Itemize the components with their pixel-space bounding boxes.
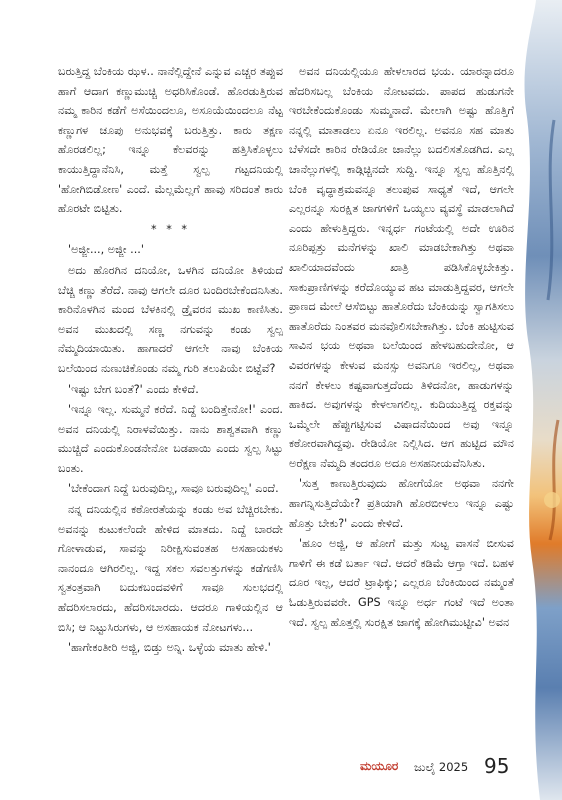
paragraph: 'ಅಜ್ಜೀ..., ಅಜ್ಜೀ ...' <box>68 243 144 257</box>
paragraph: ಅವನ ದನಿಯಲ್ಲಿಯೂ ಹೇಳಲಾರದ ಭಯ. ಯಾರನ್ನಾದರೂ ಹೆದರಿಸಬಲ್ಲ ಬೆಂಕಿಯ ನೋಟವದು. ಪಾಪದ ಹುಡುಗನೇ ಇರಬೇಕೆಂದುಕೊಂಡು ಸುಮ್ಮನಾದೆ. ಮೇಲಾಗಿ ಅಷ್ಟು ಹೊತ್ತಿಗೆ ನನ್ನಲ್ಲಿ ಮಾತಾಡಲು ಏನೂ ಇರಲಿಲ್ಲ. ಅವನೂ ಸಹ ಮಾತು ಬೆಳೆಸದೇ ಕಾರಿನ ರೇಡಿಯೋ ಚಾನೆಲ್ಲು ಬದಲಿಸತೊಡಗಿದ. ಎಲ್ಲ ಚಾನೆಲ್ಲುಗಳಲ್ಲಿ ಕಾಡ್ಗಿಚ್ಚಿನದೇ ಸುದ್ದಿ. ಇನ್ನೂ ಸ್ವಲ್ಪ ಹೊತ್ತಿನಲ್ಲಿ ಬೆಂಕಿ ವೃದ್ಧಾಶ್ರಮವನ್ನೂ ತಲುಪುವ ಸಾಧ್ಯತೆ ಇದೆ, ಆಗಲೇ ಎಲ್ಲರನ್ನೂ ಸುರಕ್ಷಿತ ಜಾಗಗಳಿಗೆ ಒಯ್ಯಲು ವ್ಯವಸ್ಥೆ ಮಾಡಲಾಗಿದೆ ಎಂದು ಹೇಳುತ್ತಿದ್ದರು. ಇನ್ನರ್ಧ ಗಂಟೆಯಲ್ಲಿ ಅದೇ ಊರಿನ ನೂರಿಪ್ಪತ್ತು ಮನೆಗಳನ್ನು ಖಾಲಿ ಮಾಡಬೇಕಾಗಿತ್ತು ಅಥವಾ ಖಾಲಿಯಾದವೆಂದು ಖಾತ್ರಿ ಪಡಿಸಿಕೊಳ್ಳಬೇಕಿತ್ತು. ಸಾಕುಪ್ರಾಣಿಗಳನ್ನು ಕರೆದೊಯ್ಯುವ ಹಟ ಮಾಡುತ್ತಿದ್ದವರ, ಆಗಲೇ ಪ್ರಾಣದ ಮೇಲೆ ಆಸೆಬಿಟ್ಟು ಹಾತೊರೆದು ಬೆಂಕಿಯನ್ನು ಸ್ವಾಗತಿಸಲು ಹಾತೊರೆದು ನಿಂತವರ ಮನವೊಲಿಸಬೇಕಾಗಿತ್ತು. ಬೆಂಕಿ ಹುಟ್ಟಿಸುವ ಸಾವಿನ ಭಯ ಅಥವಾ ಬಲೆಯಿಂದ ಹೇಳಬಹುದೇನೋ, ಆ ವಿವರಗಳನ್ನು ಕೇಳುವ ಮನಸ್ಸು ಅವನಿಗೂ ಇರಲಿಲ್ಲ, ಅಥವಾ ನನಗೆ ಕೇಳಲು ಕಷ್ಟವಾಗುತ್ತದೆಂದು ತಿಳಿದನೋ, ಹಾಡುಗಳನ್ನು ಹಾಕಿದ. ಅವುಗಳನ್ನು ಕೇಳಲಾಗಲಿಲ್ಲ. ಕುದಿಯುತ್ತಿದ್ದ ರಕ್ತವನ್ನು ಒಮ್ಮೆಲೇ ಹೆಪ್ಪುಗಟ್ಟಿಸುವ ವಿಷಾದನೆಯಿಂದ ಅವು ಇನ್ನೂ ಕಠೋರವಾಗಿದ್ದವು. ರೇಡಿಯೋ ನಿಲ್ಲಿಸಿದ. ಆಗ ಹುಟ್ಟಿದ ಮೌನ ಅರೆಕ್ಷಣ ನೆಮ್ಮದಿ ತಂದರೂ ಅದೂ ಅಸಹನೀಯವೆನಿಸಿತು. <box>289 65 514 470</box>
paragraph: 'ಹೂಂ ಅಜ್ಜಿ, ಆ ಹೋಗೆ ಮತ್ತು ಸುಟ್ಟ ವಾಸನೆ ಬೀಸುವ ಗಾಳಿಗೆ ಈ ಕಡೆ ಬರ್ತಾ ಇದೆ. ಆದರೆ ಕಡಿಮೆ ಆಗ್ತಾ ಇದೆ. ಬಹಳ ದೂರ ಇಲ್ಲ, ಆದರೆ ಟ್ರಾಫಿಕ್ಕು; ಎಲ್ಲರೂ ಬೆಂಕಿಯಿಂದ ನಮ್ಮಂತೆ ಓಡುತ್ತಿರುವವರೇ. GPS ಇನ್ನೂ ಅರ್ಧ ಗಂಟೆ ಇದೆ ಅಂತಾ ಇದೆ. ಸ್ವಲ್ಪ ಹೊತ್ತಲ್ಲಿ ಸುರಕ್ಷಿತ ಜಾಗಕ್ಕೆ ಹೋಗಿಮುಟ್ಟೀವಿ' ಅವನ <box>289 537 514 629</box>
paragraph: 'ಬೇಕೆಂದಾಗ ನಿದ್ದೆ ಬರುವುದಿಲ್ಲ, ಸಾವೂ ಬರುವುದಿಲ್ಲ' ಎಂದೆ. <box>68 482 279 496</box>
left-text-column <box>58 62 283 722</box>
page-footer <box>360 756 520 780</box>
paragraph: 'ಇನ್ನೂ ಇಲ್ಲ. ಸುಮ್ಮನೆ ಕರೆದೆ. ನಿದ್ದೆ ಬಂದಿತ್ತೇನೋ!' ಎಂದ. ಅವನ ದನಿಯಲ್ಲಿ ನಿರಾಳವೆಯಿತ್ತು. ನಾನು ಶಾಶ್ವತವಾಗಿ ಕಣ್ಣು ಮುಚ್ಚಿದೆ ಎಂದುಕೊಂಡನೇನೋ ಬಡಪಾಯಿ ಎಂದು ಸ್ವಲ್ಪ ಸಿಟ್ಟು ಬಂತು. <box>58 403 283 475</box>
paragraph: ಅದು ಹೊರಗಿನ ದನಿಯೋ, ಒಳಗಿನ ದನಿಯೋ ತಿಳಿಯದೆ ಬೆಚ್ಚಿ ಕಣ್ಣು ತೆರೆದೆ. ನಾವು ಆಗಲೇ ದೂರ ಬಂದಿರಬೇಕೆಂದನಿಸಿತು. ಕಾರಿನೊಳಗಿನ ಮಂದ ಬೆಳಕಿನಲ್ಲಿ ಡ್ರೈವರನ ಮುಖ ಕಾಣಿಸಿತು. ಅವನ ಮುಖದಲ್ಲಿ ಸಣ್ಣ ನಗುವನ್ನು ಕಂಡು ಸ್ವಲ್ಪ ನೆಮ್ಮದಿಯಾಯಿತು. ಹಾಗಾದರೆ ಆಗಲೇ ನಾವು ಬೆಂಕಿಯ ಬಲೆಯಿಂದ ನುಣುಚಿಕೊಂಡು ನಮ್ಮ ಗುರಿ ತಲುಪಿಯೇ ಬಿಟ್ಟೆವೆ? <box>58 263 283 375</box>
painting-illustration <box>514 0 562 800</box>
paragraph: ನನ್ನ ದನಿಯಲ್ಲಿನ ಕಠೋರತೆಯನ್ನು ಕಂಡು ಅವ ಬೆಚ್ಚಿರಬೇಕು. ಅವನನ್ನು ಕುಟುಕಲೆಂದೇ ಹೇಳಿದ ಮಾತದು. ನಿದ್ದೆ ಬಾರದೇ ಗೋಳಾಡುವ, ಸಾವನ್ನು ನಿರೀಕ್ಷಿಸುವಂತಹ ಅಸಹಾಯಕಳು ನಾನಂದೂ ಆಗಿರಲಿಲ್ಲ. ಇದ್ದ ಸಕಲ ಸವಲತ್ತುಗಳನ್ನು ಕಡೆಗಣಿಸಿ ಸ್ವತಂತ್ರವಾಗಿ ಬದುಕಬಂದವಳಿಗೆ ಸಾವೂ ಸುಲಭದಲ್ಲಿ ಹೆದರಿಸಲಾರದು, ಹೆದರಿಸಬಾರದು. ಆದರೂ ಗಾಳಿಯಲ್ಲಿನ ಆ ಬಿಸಿ; ಆ ನಿಟ್ಟುಸಿರುಗಳು, ಆ ಅಸಹಾಯಕ ನೋಟಗಳು... <box>58 503 283 634</box>
right-text-column <box>289 62 514 722</box>
paragraph: 'ಸುತ್ತ ಕಾಣುತ್ತಿರುವುದು ಹೋಗೆಯೋ ಅಥವಾ ನನಗೇ ಹಾಗನ್ನಿಸುತ್ತಿದೆಯೇ? ಪ್ರತಿಯಾಗಿ ಹೊರಬೀಳಲು ಇನ್ನೂ ಎಷ್ಟು ಹೊತ್ತು ಬೇಕು?' ಎಂದು ಕೇಳಿದೆ. <box>289 477 514 530</box>
decorative-painting-strip <box>514 0 562 800</box>
paragraph: ಬರುತ್ತಿದ್ದ ಬೆಂಕಿಯ ಝಳ.. ನಾನೆಲ್ಲಿದ್ದೇನೆ ಎನ್ನುವ ಎಚ್ಚರ ತಪ್ಪುವ ಹಾಗೆ ಆದಾಗ ಕಣ್ಣುಮುಚ್ಚಿ ಅಧರಿಸಿಕೊಂಡೆ. ಹೊರಡುತ್ತಿರುವ ನಮ್ಮ ಕಾರಿನ ಕಡೆಗೆ ಅಸೆಯಿಂದಲೂ, ಅಸೂಯೆಯಿಂದಲೂ ನೆಟ್ಟ ಕಣ್ಣುಗಳ ಚೂಪು ಅನುಭವಕ್ಕೆ ಬರುತ್ತಿತ್ತು. ಕಾರು ತಕ್ಷಣ ಹೊರಡಲಿಲ್ಲ; ಇನ್ನೂ ಕೆಲವರನ್ನು ಹತ್ತಿಸಿಕೊಳ್ಳಲು ಕಾಯುತ್ತಿದ್ದಾನೆನಿಸಿ, ಮತ್ತೆ ಸ್ವಲ್ಪ ಗಟ್ಟದನಿಯಲ್ಲಿ 'ಹೋಗಿಬಿಡೋಣ' ಎಂದೆ. ಮೆಲ್ಲಮೆಲ್ಲಗೆ ಹಾವು ಸರಿದಂತೆ ಕಾರು ಹೊರಟೇ ಬಿಟ್ಟಿತು. <box>58 65 283 216</box>
magazine-logo: ಮಯೂರ <box>360 759 399 773</box>
section-break: * * * <box>151 222 190 236</box>
issue-date: ಜುಲೈ 2025 <box>414 760 469 774</box>
paragraph: 'ಇಷ್ಟು ಬೇಗ ಬಂತೆ?' ಎಂದು ಕೇಳಿದೆ. <box>68 382 199 396</box>
paragraph: 'ಹಾಗೇಕಂತೀರಿ ಅಜ್ಜಿ, ಬಿಡ್ತು ಅನ್ನಿ. ಒಳ್ಳೆಯ ಮಾತು ಹೇಳಿ.' <box>68 641 271 655</box>
page-number: 95 <box>484 754 510 778</box>
